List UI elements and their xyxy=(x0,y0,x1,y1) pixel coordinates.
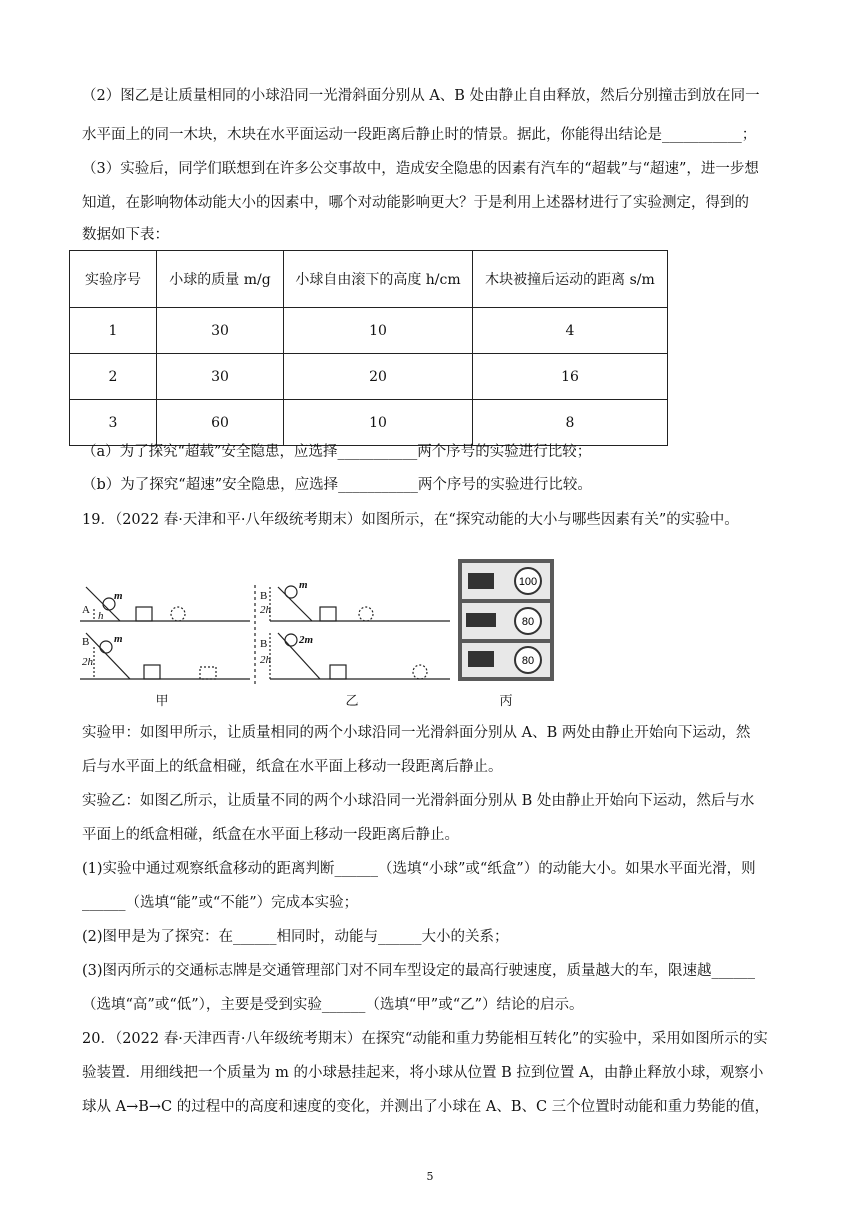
q19-sub3-line2: （选填“高”或“低”），主要是受到实验______（选填“甲”或“乙”）结论的启示。 xyxy=(82,997,584,1013)
q18-part3-line1: （3）实验后，同学们联想到在许多公交事故中，造成安全隐患的因素有汽车的“超载”与“超速”，进一步想 xyxy=(82,161,759,177)
label-m: m xyxy=(114,590,123,602)
speed-limit-value: 100 xyxy=(518,576,538,588)
q19-jia-line1: 实验甲：如图甲所示，让质量相同的两个小球沿同一光滑斜面分别从 A、B 两处由静止开始向下运动，然 xyxy=(82,725,751,741)
table-cell: 10 xyxy=(284,308,473,354)
page-number: 5 xyxy=(426,1170,434,1183)
q19-sub1-line1: (1)实验中通过观察纸盒移动的距离判断______（选填“小球”或“纸盒”）的动能大小。如果水平面光滑，则 xyxy=(82,861,756,877)
speed-limit-sign xyxy=(458,559,554,681)
q19-yi-line2: 平面上的纸盒相碰，纸盒在水平面上移动一段距离后静止。 xyxy=(82,827,459,843)
q19-sub3-line1: (3)图丙所示的交通标志牌是交通管理部门对不同车型设定的最高行驶速度，质量越大的车，限速越______ xyxy=(82,963,756,979)
experiment-figure xyxy=(80,555,570,715)
q19-sub2-line: (2)图甲是为了探究：在______相同时，动能与______大小的关系； xyxy=(82,929,509,945)
table-cell: 1 xyxy=(70,308,157,354)
q20-line1: 20．（2022 春·天津西青·八年级统考期末）在探究“动能和重力势能相互转化”的实验中，采用如图所示的实 xyxy=(82,1031,768,1047)
table-header-row xyxy=(70,251,668,308)
label-m: m xyxy=(114,633,123,645)
data-table xyxy=(69,250,668,446)
q18-part2-line2: 水平面上的同一木块，木块在水平面运动一段距离后静止时的情景。据此，你能得出结论是___________； xyxy=(82,127,757,143)
label-B: B xyxy=(260,590,268,602)
table-cell: 60 xyxy=(157,400,284,446)
label-A: A xyxy=(82,604,90,616)
table-row xyxy=(70,308,668,354)
table-cell: 10 xyxy=(284,400,473,446)
table-cell: 16 xyxy=(473,354,668,400)
label-2h: 2h xyxy=(260,654,271,666)
label-2h: 2h xyxy=(82,656,93,668)
q19-jia-line2: 后与水平面上的纸盒相碰，纸盒在水平面上移动一段距离后静止。 xyxy=(82,759,503,775)
label-2h: 2h xyxy=(260,604,271,616)
table-header: 实验序号 xyxy=(70,251,157,308)
table-header: 小球自由滚下的高度 h/cm xyxy=(284,251,473,308)
table-cell: 30 xyxy=(157,354,284,400)
table-cell: 2 xyxy=(70,354,157,400)
label-B: B xyxy=(260,638,268,650)
table-row xyxy=(70,400,668,446)
table-cell: 3 xyxy=(70,400,157,446)
q20-line2: 验装置．用细线把一个质量为 m 的小球悬挂起来，将小球从位置 B 拉到位置 A，由静止释放小球，观察小 xyxy=(82,1065,764,1081)
figure-label-bing: 丙 xyxy=(499,694,513,709)
table-cell: 8 xyxy=(473,400,668,446)
q18-part2-line1: （2）图乙是让质量相同的小球沿同一光滑斜面分别从 A、B 处由静止自由释放，然后分别撞击到放在同一 xyxy=(82,88,760,104)
figure-label-yi: 乙 xyxy=(345,694,359,709)
q18-part3-line2: 知道，在影响物体动能大小的因素中，哪个对动能影响更大？于是利用上述器材进行了实验测定，得到的 xyxy=(82,195,749,211)
table-row xyxy=(70,354,668,400)
q18-part3-line3: 数据如下表： xyxy=(82,227,169,243)
figure-label-jia: 甲 xyxy=(155,694,169,709)
table-cell: 4 xyxy=(473,308,668,354)
q19-yi-line1: 实验乙：如图乙所示，让质量不同的两个小球沿同一光滑斜面分别从 B 处由静止开始向下运动，然后与水 xyxy=(82,793,755,809)
speed-limit-value: 80 xyxy=(521,655,535,667)
q18-b-line: （b）为了探究“超速”安全隐患，应选择___________两个序号的实验进行比较。 xyxy=(82,477,592,493)
table-cell: 30 xyxy=(157,308,284,354)
label-m: m xyxy=(299,579,308,591)
table-cell: 20 xyxy=(284,354,473,400)
table-header: 小球的质量 m/g xyxy=(157,251,284,308)
label-B: B xyxy=(82,636,90,648)
q18-a-line: （a）为了探究“超载”安全隐患，应选择___________两个序号的实验进行比较； xyxy=(82,444,592,460)
label-h: h xyxy=(98,610,104,622)
q20-line3: 球从 A→B→C 的过程中的高度和速度的变化，并测出了小球在 A、B、C 三个位置时动能和重力势能的值， xyxy=(82,1099,770,1115)
speed-limit-value: 80 xyxy=(521,616,535,628)
label-2m: 2m xyxy=(299,634,314,646)
q19-title: 19．（2022 春·天津和平·八年级统考期末）如图所示，在“探究动能的大小与哪些因素有关”的实验中。 xyxy=(82,512,739,528)
q19-sub1-line2: ______（选填“能”或“不能”）完成本实验； xyxy=(82,895,359,911)
table-header: 木块被撞后运动的距离 s/m xyxy=(473,251,668,308)
